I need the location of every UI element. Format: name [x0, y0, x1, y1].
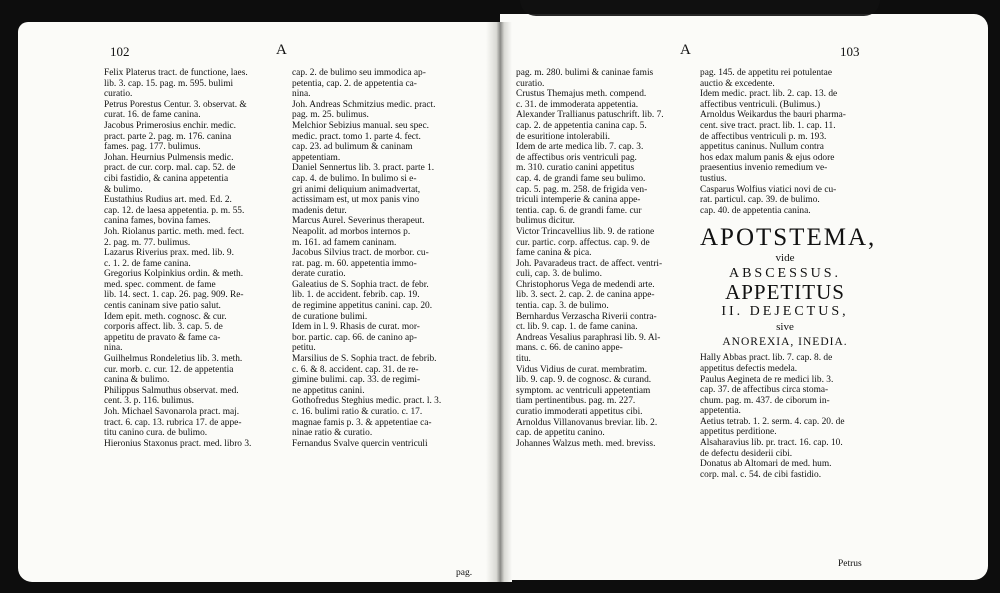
entry-line: cap. 23. ad bulimum & caninam [292, 142, 413, 153]
entry-line: curatio. [104, 89, 133, 100]
entry-line: lib. 3. sect. 2. cap. 2. de canina appe- [516, 290, 655, 301]
entry-line: Paulus Aegineta de re medici lib. 3. [700, 374, 834, 385]
entry-line: pag. m. 280. bulimi & caninae famis [516, 68, 654, 78]
entry-line: fame canina & pica. [516, 248, 592, 259]
entry-line: gimine bulimi. cap. 33. de regimi- [292, 375, 421, 386]
entry-line: curatio. [516, 78, 545, 89]
entry-line: & bulimo. [104, 184, 143, 195]
entry-line: madenis detur. [292, 205, 347, 216]
entry-line: petentia, cap. 2. de appetentia ca- [292, 78, 417, 89]
entry-line: de affectibus ventriculi p. m. 193. [700, 131, 827, 142]
entry-line: lib. 1. de accident. febrib. cap. 19. [292, 290, 420, 301]
bibliography-entry [104, 68, 286, 100]
bibliography-entry [516, 142, 694, 227]
entry-line: Idem de arte medica lib. 7. cap. 3. [516, 142, 644, 153]
entry-line: Arnoldus Weikardus the bauri pharma- [700, 110, 846, 121]
entry-line: cibi fastidio, & canina appetentia [104, 173, 229, 184]
entry-line: de defectu desiderii cibi. [700, 448, 793, 459]
bibliography-entry [700, 353, 870, 374]
scan-shadow-top [520, 0, 880, 16]
entry-line: Arnoldus Villanovanus breviar. lib. 2. [516, 417, 658, 428]
bibliography-entry [700, 375, 870, 417]
entry-line: canina & bulimo. [104, 375, 170, 386]
bibliography-entry [516, 227, 694, 259]
entry-line: centis caninam sive patio salut. [104, 301, 221, 312]
entry-line: Joh. Pavaradeus tract. de affect. ventri- [516, 258, 663, 269]
entry-line: lib. 14. sect. 1. cap. 26. pag. 909. Re- [104, 290, 244, 301]
bibliography-entry [516, 365, 694, 418]
entry-line: corp. mal. c. 54. de cibi fastidio. [700, 469, 822, 480]
entry-line: affectibus ventriculi. (Bulimus.) [700, 99, 821, 110]
entry-line: pract. de cur. corp. mal. cap. 52. de [104, 163, 236, 174]
entry-line: cur. partic. corp. affectus. cap. 9. de [516, 237, 650, 248]
bibliography-entry [292, 439, 488, 450]
entry-line: Casparus Wolfius viatici novi de cu- [700, 184, 837, 195]
bibliography-entry [104, 195, 286, 227]
entry-line: Melchior Sebizius manual. seu spec. [292, 120, 429, 131]
left-page-column-2 [292, 68, 488, 449]
entry-line: Hieronius Staxonus pract. med. libro 3. [104, 438, 252, 449]
entry-line: m. 161. ad famem caninam. [292, 237, 397, 248]
bibliography-entry [700, 185, 870, 217]
entry-line: Eustathius Rudius art. med. Ed. 2. [104, 195, 232, 206]
entry-line: Marcus Aurel. Severinus therapeut. [292, 216, 425, 227]
entry-line: mans. c. 66. de canino appe- [516, 343, 623, 354]
entry-line: Gothofredus Steghius medic. pract. l. 3. [292, 396, 442, 407]
entry-line: petitu. [292, 343, 316, 354]
entry-line: appetentiam. [292, 152, 341, 163]
bibliography-entry [292, 100, 488, 121]
page-number-left: 102 [110, 44, 130, 59]
running-head-right: A [680, 42, 691, 58]
entry-line: Andreas Vesalius paraphrasi lib. 9. Al- [516, 332, 661, 343]
entry-line: tustius. [700, 173, 727, 184]
entry-line: Vidus Vidius de curat. membratim. [516, 364, 647, 375]
bibliography-entry [516, 439, 694, 450]
bibliography-entry [292, 248, 488, 280]
entry-line: appetentia. [700, 406, 741, 417]
entry-line: Jacobus Primerosius enchir. medic. [104, 120, 237, 131]
entry-line: cent. sive tract. pract. lib. 1. cap. 11. [700, 120, 836, 131]
bibliography-entry [104, 227, 286, 248]
entry-line: culi, cap. 3. de bulimo. [516, 269, 602, 280]
entry-line: Idem medic. pract. lib. 2. cap. 13. de [700, 89, 838, 100]
bibliography-entry [516, 280, 694, 312]
bibliography-entry [292, 163, 488, 216]
entry-line: tentia. cap. 3. de bulimo. [516, 301, 609, 312]
bibliography-entry [700, 89, 870, 110]
right-page-column-1 [516, 68, 694, 449]
entry-line: fames. pag. 177. bulimus. [104, 142, 201, 153]
entry-line: Philippus Salmuthus observat. med. [104, 385, 239, 396]
entry-line: m. 310. curatio canini appetitus [516, 163, 635, 174]
entry-line: cap. 40. de appetentia canina. [700, 205, 811, 216]
entry-line: c. 1. 2. de fame canina. [104, 258, 191, 269]
bibliography-entry [516, 259, 694, 280]
entry-line: cap. 2. de bulimo seu immodica ap- [292, 68, 426, 78]
entry-line: tentia. cap. 6. de grandi fame. cur [516, 205, 642, 216]
entry-line: auctio & excedente. [700, 78, 775, 89]
entry-line: nina. [292, 89, 311, 100]
catchword-left: pag. [456, 568, 473, 578]
entry-line: Galeatius de S. Sophia tract. de febr. [292, 279, 429, 290]
catchword-right: Petrus [838, 559, 862, 569]
entry-line: triculi intemperie & canina appe- [516, 195, 641, 206]
entry-line: Daniel Sennertus lib. 3. pract. parte 1. [292, 163, 435, 174]
bibliography-entry [700, 417, 870, 438]
right-page [500, 14, 988, 580]
entry-line: actissimam est, ut mox panis vino [292, 195, 420, 206]
entry-line: c. 31. de immoderata appetentia. [516, 99, 639, 110]
entry-line: ninae ratio & curatio. [292, 428, 373, 439]
entry-line: ct. lib. 9. cap. 1. de fame canina. [516, 322, 638, 333]
bibliography-entry [292, 354, 488, 396]
entry-line: rat. particul. cap. 39. de bulimo. [700, 195, 820, 206]
entry-line: Neapolit. ad morbos internos p. [292, 226, 411, 237]
entry-line: appetitus defectis medela. [700, 363, 798, 374]
entry-line: Guilhelmus Rondeletius lib. 3. meth. [104, 354, 243, 365]
entry-line: tiam pertinentibus. pag. m. 227. [516, 396, 636, 407]
entry-line: Johan. Heurnius Pulmensis medic. [104, 152, 234, 163]
bibliography-entry [104, 386, 286, 407]
bibliography-entry [516, 312, 694, 333]
entry-line: Idem in l. 9. Rhasis de curat. mor- [292, 322, 420, 333]
bibliography-entry [516, 333, 694, 365]
entry-line: Johannes Walzus meth. med. breviss. [516, 438, 656, 449]
entry-line: appetitus caninus. Nullum contra [700, 142, 824, 153]
heading-vide: vide [775, 252, 795, 265]
entry-line: titu canino cura. de bulimo. [104, 428, 208, 439]
bibliography-entry [700, 459, 870, 480]
entry-line: cap. 12. de laesa appetentia. p. m. 55. [104, 205, 245, 216]
entry-line: Fernandus Svalve quercin ventriculi [292, 438, 428, 449]
entry-line: bulimus dicitur. [516, 216, 575, 227]
bibliography-entry [104, 121, 286, 153]
page-number-right: 103 [840, 44, 860, 59]
entry-line: tract. 6. cap. 13. rubrica 17. de appe- [104, 417, 242, 428]
right-page-column-2 [700, 68, 877, 480]
bibliography-entry [104, 269, 286, 311]
entry-line: cap. 4. de grandi fame seu bulimo. [516, 173, 646, 184]
bibliography-entry [104, 312, 286, 354]
bibliography-entry [104, 439, 286, 450]
bibliography-entry [292, 216, 488, 248]
entry-line: lib. 3. cap. 15. pag. m. 595. bulimi [104, 78, 234, 89]
entry-line: cap. de appetitu canino. [516, 428, 605, 439]
entry-line: corporis affect. lib. 3. cap. 5. de [104, 322, 223, 333]
right-column-2-entries [700, 68, 870, 216]
entry-line: appetitus perditione. [700, 427, 777, 438]
entry-line: med. spec. comment. de fame [104, 279, 216, 290]
entry-line: chum. pag. m. 437. de ciborum in- [700, 395, 830, 406]
bibliography-entry [104, 248, 286, 269]
bibliography-entry [104, 153, 286, 195]
bibliography-entry [700, 68, 870, 89]
entry-line: gri animi deliquium animadvertat, [292, 184, 421, 195]
entry-line: de regimine appetitus canini. cap. 20. [292, 301, 433, 312]
entry-line: Hally Abbas pract. lib. 7. cap. 8. de [700, 353, 833, 364]
left-page [18, 22, 500, 582]
entry-line: ne appetitus canini. [292, 385, 365, 396]
bibliography-entry [104, 100, 286, 121]
entry-line: Lazarus Riverius prax. med. lib. 9. [104, 248, 234, 259]
entry-line: Petrus Porestus Centur. 3. observat. & [104, 99, 247, 110]
entry-line: de esuritione intolerabili. [516, 131, 610, 142]
entry-line: derate curatio. [292, 269, 346, 280]
entry-line: pag. 145. de appetitu rei potulentae [700, 68, 832, 78]
entry-line: Aetius tetrab. 1. 2. serm. 4. cap. 20. de [700, 416, 845, 427]
entry-line: canina fames, bovina fames. [104, 216, 211, 227]
heading-apotstema: APOTSTEMA, [700, 224, 877, 252]
entry-line: Victor Trincavellius lib. 9. de ratione [516, 226, 655, 237]
entry-line: Alsaharavius lib. pr. tract. 16. cap. 10. [700, 438, 843, 449]
entry-line: cur. morb. c. cur. 12. de appetentia [104, 364, 234, 375]
heading-abscessus: ABSCESSUS. [728, 266, 842, 282]
entry-line: Joh. Michael Savonarola pract. maj. [104, 407, 240, 417]
entry-line: Christophorus Vega de medendi arte. [516, 279, 655, 290]
entry-line: curatio immoderati appetitus cibi. [516, 407, 643, 417]
entry-line: Idem epit. meth. cognosc. & cur. [104, 311, 227, 322]
entry-line: magnae famis p. 3. & appetentiae ca- [292, 417, 432, 428]
entry-line: de curatione bulimi. [292, 311, 368, 322]
entry-line: rat. pag. m. 60. appetentia immo- [292, 258, 417, 269]
entry-line: Alexander Trallianus patuschrift. lib. 7. [516, 110, 664, 121]
bibliography-entry [700, 110, 870, 184]
entry-line: Bernhardus Verzascha Riverii contra- [516, 311, 657, 322]
entry-line: Marsilius de S. Sophia tract. de febrib. [292, 354, 437, 365]
bibliography-entry [292, 322, 488, 354]
entry-line: Felix Platerus tract. de functione, laes. [104, 68, 248, 78]
entry-line: medic. pract. tomo 1. parte 4. fect. [292, 131, 421, 142]
entry-line: bor. partic. cap. 66. de canino ap- [292, 332, 417, 343]
left-page-column-1 [104, 68, 286, 449]
entry-line: cap. 5. pag. m. 258. de frigida ven- [516, 184, 648, 195]
running-head-left: A [276, 42, 287, 58]
entry-line: 2. pag. m. 77. bulimus. [104, 237, 191, 248]
bibliography-entry [292, 396, 488, 438]
entry-line: lib. 9. cap. 9. de cognosc. & curand. [516, 375, 652, 386]
heading-appetitus: APPETITUS [725, 280, 845, 305]
entry-line: de affectibus oris ventriculi pag. [516, 152, 637, 163]
bibliography-entry [516, 110, 694, 142]
bibliography-entry [104, 354, 286, 386]
entry-line: Donatus ab Altomari de med. hum. [700, 459, 832, 470]
bibliography-entry [516, 418, 694, 439]
entry-line: curat. 16. de fame canina. [104, 110, 201, 121]
entry-line: Joh. Riolanus partic. meth. med. fect. [104, 226, 245, 237]
entry-line: symptom. ac ventriculi appetentiam [516, 385, 651, 396]
heading-dejectus: II. DEJECTUS, [721, 304, 849, 320]
entry-line: cent. 3. p. 116. bulimus. [104, 396, 195, 407]
heading-sive: sive [776, 321, 794, 334]
entry-line: appetitu de pravato & fame ca- [104, 332, 221, 343]
entry-line: cap. 4. de bulimo. In bulimo si e- [292, 173, 417, 184]
bibliography-entry [292, 121, 488, 163]
heading-anorexia: ANOREXIA, INEDIA. [722, 336, 848, 349]
bibliography-entry [516, 89, 694, 110]
entry-line: praesentius invenio remedium ve- [700, 163, 828, 174]
bibliography-entry [292, 280, 488, 322]
entry-line: nina. [104, 343, 123, 354]
entry-line: Crustus Themajus meth. compend. [516, 89, 647, 100]
entry-line: cap. 37. de affectibus circa stoma- [700, 385, 829, 396]
entry-line: c. 6. & 8. accident. cap. 31. de re- [292, 364, 419, 375]
bibliography-entry [104, 407, 286, 439]
entry-line: cap. 2. de appetentia canina cap. 5. [516, 120, 647, 131]
right-column-2-anorexia-entries [700, 353, 870, 480]
bibliography-entry [516, 68, 694, 89]
entry-line: Joh. Andreas Schmitzius medic. pract. [292, 99, 436, 110]
book-gutter [486, 22, 512, 582]
entry-line: hos edax malum panis & ejus odore [700, 152, 835, 163]
entry-line: c. 16. bulimi ratio & curatio. c. 17. [292, 407, 423, 417]
entry-line: titu. [516, 354, 531, 365]
entry-line: Gregorius Kolpinkius ordin. & meth. [104, 269, 244, 280]
entry-line: pract. parte 2. pag. m. 176. canina [104, 131, 232, 142]
entry-line: Jacobus Silvius tract. de morbor. cu- [292, 248, 429, 259]
bibliography-entry [292, 68, 488, 100]
bibliography-entry [700, 438, 870, 459]
entry-line: pag. m. 25. bulimus. [292, 110, 369, 121]
